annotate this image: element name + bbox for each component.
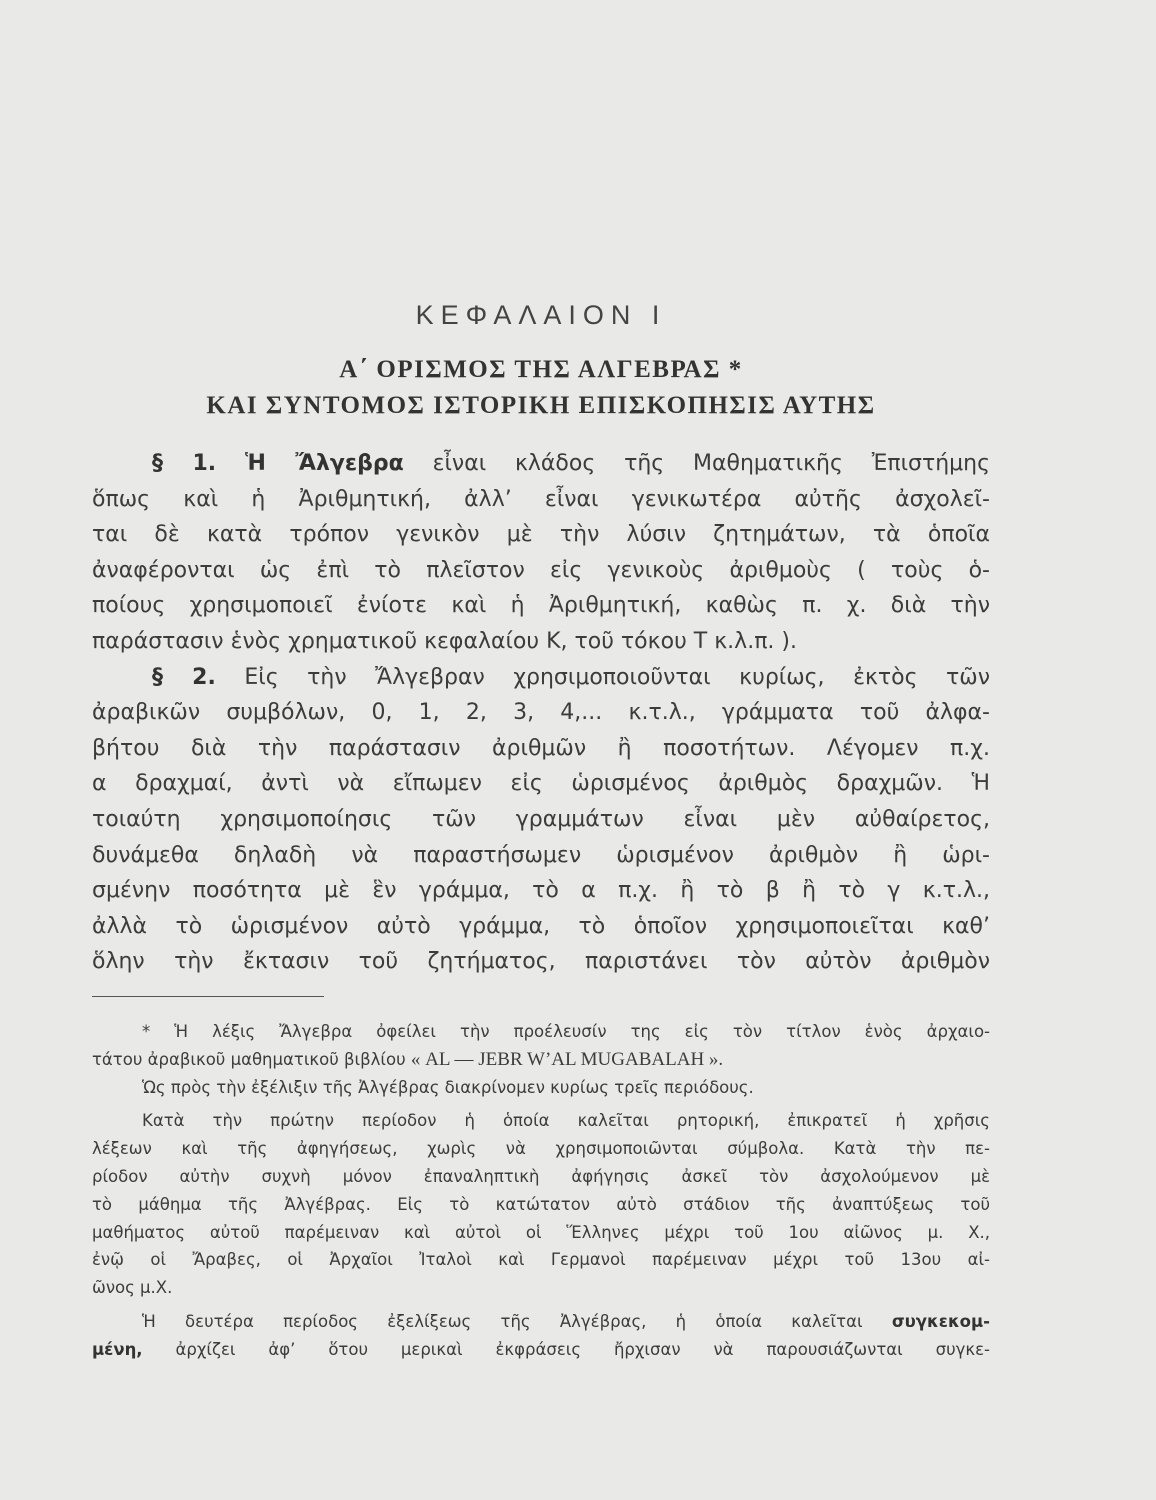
text-line: ται δὲ κατὰ τρόπον γενικὸν μὲ τὴν λύσιν ζητημάτων, τὰ ὁποῖα [92, 522, 990, 548]
text-line: ὅπως καὶ ἡ Ἀριθμητική, ἀλλ’ εἶναι γενικωτέρα αὐτῆς ἀσχολεῖ- [92, 486, 990, 512]
footnote-paragraph-1 [92, 1018, 990, 1074]
text-line: λέξεων καὶ τῆς ἀφηγήσεως, χωρὶς νὰ χρησιμοποιῶνται σύμβολα. Κατὰ τὴν πε- [92, 1139, 990, 1159]
text-line: § 1. Ἡ Ἄλγεβρα εἶναι κλάδος τῆς Μαθηματικῆς Ἐπιστήμης [152, 451, 991, 476]
text-line: Ἡ δευτέρα περίοδος ἐξελίξεως τῆς Ἀλγέβρας, ἡ ὁποία καλεῖται συγκεκομ- [142, 1311, 990, 1331]
text-line: τὸ μάθημα τῆς Ἀλγέβρας. Εἰς τὸ κατώτατον αὐτὸ στάδιον τῆς ἀναπτύξεως τοῦ [92, 1194, 990, 1214]
highlighted-term: Ἡ Ἄλγεβρα [244, 451, 404, 476]
text-line: α δραχμαί, ἀντὶ νὰ εἴπωμεν εἰς ὡρισμένος ἀριθμὸς δραχμῶν. Ἡ [92, 771, 990, 797]
text-line: ὅλην τὴν ἔκτασιν τοῦ ζητήματος, παριστάνει τὸν αὐτὸν ἀριθμὸν [92, 949, 990, 975]
book-title: « AL — JEBR W’AL MUGABALAH ». [410, 1048, 724, 1070]
text-line: ἀλλὰ τὸ ὡρισμένον αὐτὸ γράμμα, τὸ ὁποῖον χρησιμοποιεῖται καθ’ [92, 913, 990, 939]
section-title-line-2: ΚΑΙ ΣΥΝΤΟΜΟΣ ΙΣΤΟΡΙΚΗ ΕΠΙΣΚΟΠΗΣΙΣ ΑΥΤΗΣ [206, 392, 876, 419]
footnote [92, 1018, 990, 1364]
text-line: παράστασιν ἑνὸς χρηματικοῦ κεφαλαίου Κ, τοῦ τόκου Τ κ.λ.π. ). [92, 628, 797, 654]
book-page [92, 0, 990, 1500]
text-line: σμένην ποσότητα μὲ ἓν γράμμα, τὸ α π.χ. ἢ τὸ β ἢ τὸ γ κ.τ.λ., [92, 878, 990, 904]
text-line: τάτου ἀραβικοῦ μαθηματικοῦ βιβλίου « AL — JEBR W’AL MUGABALAH ». [92, 1048, 724, 1070]
text-line: ρίοδον αὐτὴν συχνὴ μόνον ἐπαναληπτικὴ ἀφήγησις ἀσκεῖ τὸν ἀσχολούμενον μὲ [92, 1166, 990, 1186]
text-line: βήτου διὰ τὴν παράστασιν ἀριθμῶν ἢ ποσοτήτων. Λέγομεν π.χ. [92, 735, 990, 761]
text-line: Ὡς πρὸς τὴν ἐξέλιξιν τῆς Ἀλγέβρας διακρίνομεν κυρίως τρεῖς περιόδους. [142, 1077, 754, 1097]
footnote-paragraph-4 [92, 1308, 990, 1364]
section-mark: § 1. [152, 451, 217, 476]
text-line: ῶνος μ.Χ. [92, 1278, 173, 1298]
text-line: Κατὰ τὴν πρώτην περίοδον ἡ ὁποία καλεῖται ρητορική, ἐπικρατεῖ ἡ χρῆσις [142, 1111, 990, 1131]
chapter-heading: ΚΕΦΑΛΑΙΟΝ Ι [415, 300, 667, 330]
text-line: τοιαύτη χρησιμοποίησις τῶν γραμμάτων εἶναι μὲν αὐθαίρετος, [92, 806, 990, 832]
highlighted-term: συγκεκομ- [891, 1311, 990, 1331]
footnote-paragraph-2 [92, 1074, 990, 1102]
section-mark: § 2. [152, 664, 216, 690]
section-title-line-1: Α΄ ΟΡΙΣΜΟΣ ΤΗΣ ΑΛΓΕΒΡΑΣ * [339, 356, 743, 383]
text-line: δυνάμεθα δηλαδὴ νὰ παραστήσωμεν ὡρισμένον ἀριθμὸν ἢ ὡρι- [92, 842, 990, 868]
text-line: § 2. Εἰς τὴν Ἄλγεβραν χρησιμοποιοῦνται κυρίως, ἐκτὸς τῶν [152, 664, 991, 690]
text-line: ἀραβικῶν συμβόλων, 0, 1, 2, 3, 4,... κ.τ.λ., γράμματα τοῦ ἀλφα- [92, 700, 990, 726]
paragraph-section-2 [92, 660, 990, 980]
text-line: * Ἡ λέξις Ἄλγεβρα ὀφείλει τὴν προέλευσίν της εἰς τὸν τίτλον ἑνὸς ἀρχαιο- [142, 1022, 990, 1041]
text-line: ποίους χρησιμοποιεῖ ἐνίοτε καὶ ἡ Ἀριθμητική, καθὼς π. χ. διὰ τὴν [92, 593, 990, 619]
paragraph-section-1 [92, 446, 990, 660]
highlighted-term: μένη, [92, 1339, 143, 1359]
text-line: μένη, ἀρχίζει ἀφ’ ὅτου μερικαὶ ἐκφράσεις ἤρχισαν νὰ παρουσιάζωνται συγκε- [92, 1339, 991, 1359]
footnote-paragraph-3 [92, 1107, 990, 1302]
text-line: ἐνῷ οἱ Ἄραβες, οἱ Ἀρχαῖοι Ἰταλοὶ καὶ Γερμανοὶ παρέμειναν μέχρι τοῦ 13ου αἰ- [92, 1250, 990, 1270]
text-line: μαθήματος αὐτοῦ παρέμειναν καὶ αὐτοὶ οἱ Ἕλληνες μέχρι τοῦ 1ου αἰῶνος μ. Χ., [92, 1222, 990, 1242]
main-text [92, 446, 990, 980]
text-line: ἀναφέρονται ὡς ἐπὶ τὸ πλεῖστον εἰς γενικοὺς ἀριθμοὺς ( τοὺς ὁ- [92, 557, 990, 583]
footnote-divider [92, 996, 324, 997]
